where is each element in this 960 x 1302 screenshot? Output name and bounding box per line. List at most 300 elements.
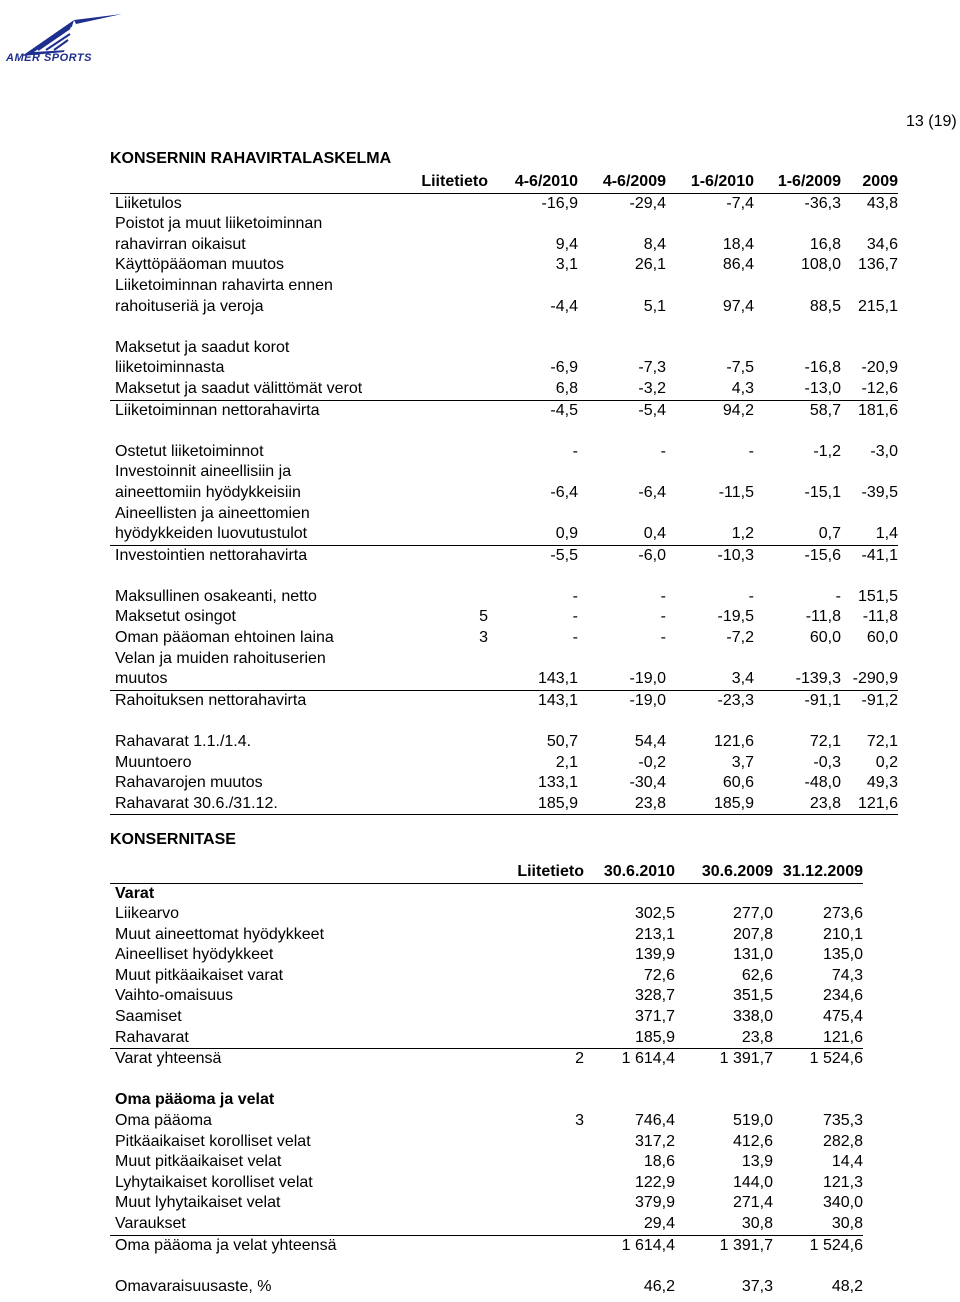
value-cell: 210,1 <box>822 925 863 943</box>
value-cell: - <box>572 442 578 460</box>
table-row <box>110 1090 863 1111</box>
table-row <box>110 1193 863 1214</box>
note-ref <box>400 317 488 338</box>
note-ref: 3 <box>479 629 488 647</box>
row-label: hyödykkeiden luovutustulot <box>110 524 400 545</box>
value-cell: - <box>572 608 578 626</box>
value-cell: 8,4 <box>643 235 666 253</box>
row-label: Varat <box>110 883 496 904</box>
value-cell: 122,9 <box>634 1173 675 1191</box>
note-ref <box>400 276 488 297</box>
note-ref: 2 <box>575 1050 584 1068</box>
note-ref <box>400 462 488 483</box>
table-row <box>110 317 898 338</box>
row-label: Aineelliset hyödykkeet <box>115 946 274 964</box>
value-cell: 74,3 <box>831 966 863 984</box>
value-cell: -20,9 <box>861 359 898 377</box>
value-cell: -7,3 <box>638 359 666 377</box>
note-ref <box>496 1193 584 1214</box>
note-ref <box>496 1152 584 1173</box>
row-label: Lyhytaikaiset korolliset velat <box>115 1173 313 1191</box>
table-row <box>110 504 898 525</box>
column-header: 30.6.2010 <box>603 862 675 880</box>
value-cell: 135,0 <box>822 946 863 964</box>
value-cell <box>841 504 898 525</box>
table-row <box>110 442 898 463</box>
value-cell: 1,4 <box>841 524 898 545</box>
value-cell <box>754 504 841 525</box>
value-cell: 23,8 <box>754 794 841 815</box>
table-row <box>110 1256 863 1277</box>
row-label <box>110 566 400 587</box>
note-ref <box>400 442 488 463</box>
table-row <box>110 193 898 214</box>
table-row <box>110 1277 863 1298</box>
value-cell: 519,0 <box>732 1112 773 1130</box>
row-label: Liiketoiminnan rahavirta ennen <box>115 276 333 294</box>
value-cell: 1 524,6 <box>809 1050 863 1068</box>
value-cell <box>675 1070 773 1091</box>
value-cell <box>666 504 754 525</box>
note-ref <box>496 1173 584 1194</box>
value-cell <box>666 711 754 732</box>
value-cell <box>754 421 841 442</box>
row-label: Rahavarojen muutos <box>115 774 263 792</box>
row-label: Aineellisten ja aineettomien <box>115 504 310 522</box>
value-cell: -48,0 <box>804 774 841 792</box>
value-cell: 3,4 <box>666 669 754 690</box>
value-cell: 215,1 <box>857 297 898 315</box>
value-cell: -11,8 <box>862 608 898 626</box>
note-ref <box>496 1070 584 1091</box>
value-cell: -39,5 <box>861 483 898 501</box>
table-row <box>110 483 898 504</box>
value-cell: 133,1 <box>537 774 578 792</box>
value-cell: 16,8 <box>809 235 841 253</box>
row-label: Oma pääoma ja velat <box>115 1091 275 1109</box>
value-cell: 735,3 <box>822 1112 863 1130</box>
table-row <box>110 986 863 1007</box>
value-cell <box>841 338 898 359</box>
value-cell: -7,2 <box>726 629 754 647</box>
value-cell: -0,2 <box>638 753 666 771</box>
value-cell: 207,8 <box>732 925 773 943</box>
note-ref <box>400 669 488 690</box>
row-label: Investointien nettorahavirta <box>115 546 308 564</box>
note-ref <box>400 566 488 587</box>
note-ref <box>496 925 584 946</box>
column-header <box>110 851 496 883</box>
value-cell: 54,4 <box>634 733 666 751</box>
row-label: Saamiset <box>115 1008 182 1026</box>
cashflow-title: KONSERNIN RAHAVIRTALASKELMA <box>110 150 392 167</box>
row-label: Maksullinen osakeanti, netto <box>115 587 317 605</box>
table-row <box>110 379 898 400</box>
value-cell: 9,4 <box>555 235 578 253</box>
row-label: Oma pääoma ja velat yhteensä <box>115 1236 337 1254</box>
value-cell: - <box>835 587 841 605</box>
value-cell: 1 524,6 <box>809 1236 863 1254</box>
row-label <box>110 1070 496 1091</box>
value-cell: -19,5 <box>717 608 754 626</box>
value-cell: 13,9 <box>741 1153 773 1171</box>
column-header: 31.12.2009 <box>782 862 863 880</box>
value-cell <box>773 883 863 904</box>
value-cell <box>666 338 754 359</box>
value-cell: 18,4 <box>722 235 754 253</box>
value-cell: 0,7 <box>754 524 841 545</box>
value-cell <box>488 504 578 525</box>
row-label: Oman pääoman ehtoinen laina <box>115 629 334 647</box>
table-row <box>110 711 898 732</box>
row-label: Käyttöpääoman muutos <box>115 256 284 274</box>
table-row <box>110 904 863 925</box>
value-cell <box>666 276 754 297</box>
value-cell: -3,2 <box>578 379 666 400</box>
note-ref <box>496 1090 584 1111</box>
value-cell: 338,0 <box>732 1008 773 1026</box>
note-ref <box>400 504 488 525</box>
brand-wordmark: AMER SPORTS <box>6 52 92 64</box>
row-label: Muuntoero <box>115 753 192 771</box>
value-cell: 49,3 <box>866 774 898 792</box>
value-cell <box>488 566 578 587</box>
value-cell: -139,3 <box>754 669 841 690</box>
value-cell: 213,1 <box>634 925 675 943</box>
cashflow-table <box>110 172 898 815</box>
value-cell <box>841 214 898 235</box>
note-ref: 3 <box>575 1112 584 1130</box>
value-cell <box>773 1070 863 1091</box>
value-cell: -1,2 <box>813 442 841 460</box>
value-cell: 185,9 <box>666 794 754 815</box>
value-cell: -11,8 <box>805 608 841 626</box>
row-label: Rahoituksen nettorahavirta <box>115 691 307 709</box>
row-label: Varat yhteensä <box>115 1050 222 1068</box>
row-label: Muut pitkäaikaiset varat <box>115 966 284 984</box>
value-cell: -6,0 <box>638 546 666 564</box>
value-cell: 143,1 <box>537 691 578 709</box>
value-cell: -91,1 <box>804 691 841 709</box>
value-cell: -12,6 <box>841 379 898 400</box>
table-row <box>110 773 898 794</box>
note-ref <box>400 711 488 732</box>
note-ref <box>496 1214 584 1235</box>
value-cell: -15,6 <box>804 546 841 564</box>
value-cell: 181,6 <box>857 401 898 419</box>
row-label: Ostetut liiketoiminnot <box>115 442 264 460</box>
table-row <box>110 338 898 359</box>
value-cell <box>773 1256 863 1277</box>
column-header: 4-6/2009 <box>578 172 666 193</box>
page-number: 13 (19) <box>906 113 957 130</box>
note-ref <box>496 945 584 966</box>
value-cell <box>754 214 841 235</box>
value-cell <box>841 711 898 732</box>
note-ref <box>496 1028 584 1049</box>
value-cell: 121,6 <box>841 794 898 815</box>
value-cell: -13,0 <box>754 379 841 400</box>
value-cell: 34,6 <box>866 235 898 253</box>
value-cell: -23,3 <box>717 691 754 709</box>
value-cell: 1 614,4 <box>621 1236 675 1254</box>
note-ref <box>400 400 488 421</box>
value-cell <box>584 1090 675 1111</box>
note-ref <box>496 1277 584 1298</box>
value-cell <box>578 711 666 732</box>
value-cell: -41,1 <box>861 546 898 564</box>
value-cell <box>578 276 666 297</box>
row-label: aineettomiin hyödykkeisiin <box>115 483 301 501</box>
value-cell: 43,8 <box>866 194 898 212</box>
row-label <box>110 421 400 442</box>
value-cell: 30,8 <box>675 1214 773 1235</box>
table-row <box>110 255 898 276</box>
value-cell: 60,0 <box>866 629 898 647</box>
note-ref <box>400 649 488 670</box>
row-label: Rahavarat 1.1./1.4. <box>115 733 252 751</box>
value-cell: 1 391,7 <box>719 1050 773 1068</box>
note-ref <box>400 214 488 235</box>
note-ref <box>496 904 584 925</box>
note-ref <box>400 732 488 753</box>
value-cell: 0,4 <box>578 524 666 545</box>
value-cell <box>666 566 754 587</box>
value-cell: 379,9 <box>634 1194 675 1212</box>
value-cell <box>754 649 841 670</box>
note-ref <box>400 773 488 794</box>
balance-title: KONSERNITASE <box>110 831 236 848</box>
table-row <box>110 1049 863 1070</box>
value-cell: -3,0 <box>870 442 898 460</box>
value-cell <box>578 504 666 525</box>
table-row <box>110 297 898 318</box>
table-row <box>110 883 863 904</box>
value-cell: 328,7 <box>634 987 675 1005</box>
table-row <box>110 732 898 753</box>
value-cell: -4,5 <box>550 401 578 419</box>
value-cell <box>488 711 578 732</box>
table-row <box>110 669 898 690</box>
value-cell <box>841 462 898 483</box>
table-row <box>110 276 898 297</box>
note-ref <box>400 794 488 815</box>
value-cell: 3,7 <box>731 753 754 771</box>
value-cell: 277,0 <box>732 905 773 923</box>
table-row <box>110 235 898 256</box>
table-row <box>110 1235 863 1256</box>
value-cell: 29,4 <box>584 1214 675 1235</box>
value-cell <box>666 214 754 235</box>
value-cell <box>578 317 666 338</box>
value-cell: 2,1 <box>555 753 578 771</box>
table-row <box>110 462 898 483</box>
row-label <box>110 711 400 732</box>
value-cell: 60,0 <box>809 629 841 647</box>
value-cell: 302,5 <box>634 905 675 923</box>
column-header: 1-6/2009 <box>754 172 841 193</box>
value-cell: 351,5 <box>732 987 773 1005</box>
value-cell: 136,7 <box>857 256 898 274</box>
value-cell: 48,2 <box>831 1277 863 1295</box>
table-row <box>110 649 898 670</box>
row-label: rahoituseriä ja veroja <box>115 297 264 315</box>
table-row <box>110 545 898 566</box>
value-cell: 58,7 <box>809 401 841 419</box>
note-ref <box>496 1235 584 1256</box>
table-row <box>110 1111 863 1132</box>
note-ref <box>400 753 488 774</box>
value-cell: - <box>660 629 666 647</box>
value-cell: 72,1 <box>809 733 841 751</box>
value-cell <box>488 649 578 670</box>
row-label: Vaihto-omaisuus <box>115 987 233 1005</box>
table-row <box>110 1028 863 1049</box>
value-cell <box>841 566 898 587</box>
value-cell: 108,0 <box>800 256 841 274</box>
value-cell <box>578 214 666 235</box>
value-cell: -29,4 <box>629 194 666 212</box>
note-ref <box>400 255 488 276</box>
value-cell: - <box>572 587 578 605</box>
value-cell: -6,4 <box>550 483 578 501</box>
value-cell <box>675 883 773 904</box>
value-cell <box>578 566 666 587</box>
value-cell: - <box>572 629 578 647</box>
value-cell <box>488 214 578 235</box>
table-row <box>110 925 863 946</box>
column-header: 4-6/2010 <box>488 172 578 193</box>
value-cell: 5,1 <box>643 297 666 315</box>
column-header: 30.6.2009 <box>701 862 773 880</box>
value-cell <box>841 649 898 670</box>
value-cell: -19,0 <box>629 691 666 709</box>
value-cell: -30,4 <box>629 774 666 792</box>
value-cell <box>754 711 841 732</box>
value-cell: 72,1 <box>866 733 898 751</box>
value-cell: 234,6 <box>822 987 863 1005</box>
row-label: Muut pitkäaikaiset velat <box>115 1153 282 1171</box>
value-cell: -91,2 <box>861 691 898 709</box>
value-cell: -7,4 <box>726 194 754 212</box>
row-label: Varaukset <box>110 1214 496 1235</box>
value-cell: 86,4 <box>722 256 754 274</box>
table-row <box>110 690 898 711</box>
column-header: Liitetieto <box>517 862 584 880</box>
value-cell: 273,6 <box>822 905 863 923</box>
value-cell <box>754 462 841 483</box>
row-label: Rahavarat <box>110 1028 496 1049</box>
table-row <box>110 214 898 235</box>
value-cell: -5,4 <box>638 401 666 419</box>
note-ref <box>400 358 488 379</box>
value-cell: 46,2 <box>643 1277 675 1295</box>
note-ref <box>400 690 488 711</box>
value-cell: 60,6 <box>722 774 754 792</box>
column-header: 2009 <box>841 172 898 193</box>
balance-table <box>110 851 863 1297</box>
value-cell: - <box>748 587 754 605</box>
value-cell: 88,5 <box>809 297 841 315</box>
table-row <box>110 1214 863 1235</box>
row-label: Rahavarat 30.6./31.12. <box>110 794 400 815</box>
row-label: Liiketoiminnan nettorahavirta <box>115 401 320 419</box>
value-cell: 23,8 <box>578 794 666 815</box>
value-cell: 1 391,7 <box>719 1236 773 1254</box>
value-cell: 23,8 <box>675 1028 773 1049</box>
table-row <box>110 1132 863 1153</box>
value-cell: -11,5 <box>718 483 754 501</box>
value-cell <box>666 317 754 338</box>
note-ref <box>496 986 584 1007</box>
note-ref <box>496 1256 584 1277</box>
value-cell: 121,6 <box>773 1028 863 1049</box>
row-label: liiketoiminnasta <box>115 359 225 377</box>
value-cell <box>488 421 578 442</box>
value-cell <box>666 462 754 483</box>
value-cell: 1,2 <box>666 524 754 545</box>
row-label: Maksetut ja saadut korot <box>115 338 290 356</box>
value-cell <box>578 649 666 670</box>
note-ref <box>400 587 488 608</box>
table-row <box>110 966 863 987</box>
row-label: Maksetut ja saadut välittömät verot <box>110 379 400 400</box>
value-cell: -290,9 <box>841 669 898 690</box>
value-cell: 4,3 <box>666 379 754 400</box>
column-header: 1-6/2010 <box>666 172 754 193</box>
row-label: muutos <box>110 669 400 690</box>
value-cell: 131,0 <box>732 946 773 964</box>
row-label: Velan ja muiden rahoituserien <box>115 649 326 667</box>
value-cell <box>488 462 578 483</box>
value-cell: 50,7 <box>546 733 578 751</box>
note-ref <box>400 235 488 256</box>
value-cell <box>773 1090 863 1111</box>
value-cell: 746,4 <box>634 1112 675 1130</box>
value-cell: -36,3 <box>804 194 841 212</box>
value-cell: 121,6 <box>713 733 754 751</box>
row-label: Investoinnit aineellisiin ja <box>115 463 292 481</box>
value-cell <box>488 338 578 359</box>
value-cell: 185,9 <box>584 1028 675 1049</box>
table-row <box>110 358 898 379</box>
column-header: Liitetieto <box>400 172 488 193</box>
value-cell: -16,9 <box>541 194 578 212</box>
value-cell <box>841 421 898 442</box>
header-row <box>110 851 863 883</box>
note-ref <box>400 421 488 442</box>
value-cell <box>666 649 754 670</box>
value-cell: 18,6 <box>643 1153 675 1171</box>
value-cell: 121,3 <box>822 1173 863 1191</box>
note-ref <box>400 483 488 504</box>
value-cell <box>754 317 841 338</box>
value-cell: 185,9 <box>488 794 578 815</box>
value-cell: -19,0 <box>578 669 666 690</box>
column-header <box>110 172 400 193</box>
value-cell: 151,5 <box>857 587 898 605</box>
row-label: Omavaraisuusaste, % <box>115 1277 272 1295</box>
table-row <box>110 628 898 649</box>
value-cell <box>754 276 841 297</box>
table-row <box>110 400 898 421</box>
value-cell <box>754 338 841 359</box>
table-row <box>110 524 898 545</box>
note-ref <box>400 338 488 359</box>
value-cell <box>488 317 578 338</box>
value-cell: 62,6 <box>741 966 773 984</box>
table-row <box>110 794 898 815</box>
